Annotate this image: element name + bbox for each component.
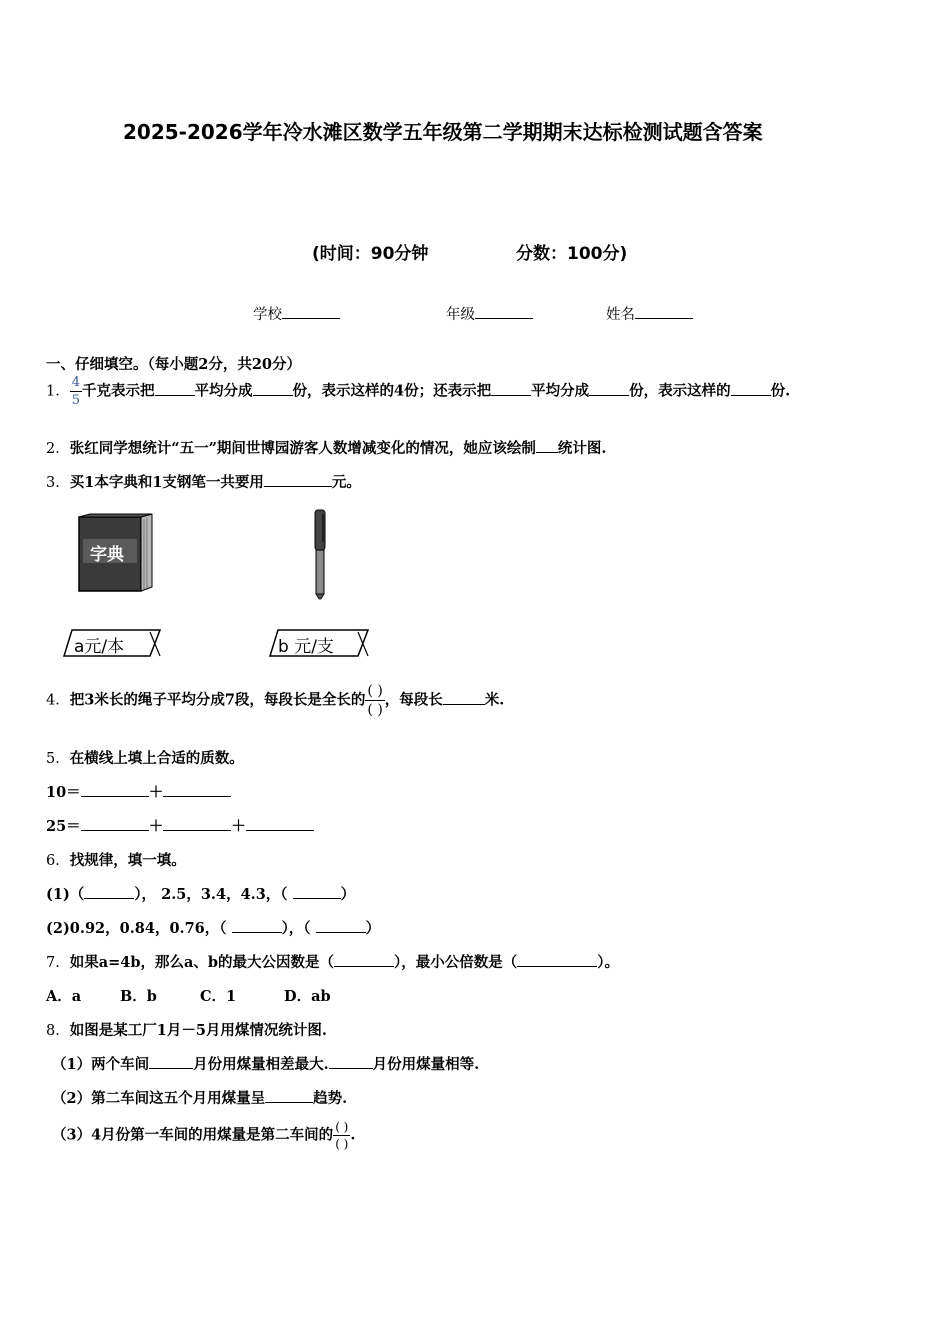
school-label: 学校 [253,307,282,323]
exam-score: 分数：100分) [516,244,628,264]
school-field[interactable] [253,303,340,324]
fraction-blank[interactable]: $\frac{( )}{( )}$ [367,683,383,718]
q5-line-2: 25＝ ＋ ＋ [46,815,314,836]
grade-field[interactable] [446,303,533,324]
name-field[interactable] [606,303,693,324]
q7-option-b[interactable]: B．b [120,988,157,1005]
q8-sub-2: （2）第二车间这五个月用煤量呈 趋势. [52,1090,348,1107]
fraction-blank[interactable]: $\frac{( )}{( )}$ [335,1120,349,1151]
q8-sub-3: （3）4月份第一车间的用煤量是第二车间的 $\frac{( )}{( )}$ . [52,1120,356,1151]
q7-option-d[interactable]: D．ab [284,988,331,1005]
pen-image [310,508,330,600]
exam-time: (时间：90分钟 [312,244,429,264]
page-title: 2025-2026学年冷水滩区数学五年级第二学期期末达标检测试题含答案 [123,120,763,144]
q8-sub-1: （1）两个车间 月份用煤量相差最大. 月份用煤量相等. [52,1056,480,1073]
section-heading: 一、仔细填空。（每小题2分，共20分） [46,356,302,373]
fraction: $\frac{4}{5}$ [71,375,81,408]
book-label: 字典 [90,545,124,565]
book-price: a元/本 [74,637,125,657]
dictionary-image [78,513,154,593]
q5-line-1: 10＝ ＋ [46,781,231,802]
question-3: 3．买1本字典和1支钢笔一共要用 元。 [46,474,361,491]
question-2: 2．张红同学想统计“五一”期间世博园游客人数增减变化的情况，她应该绘制 统计图. [46,440,607,457]
pen-price-tag [268,628,372,660]
question-7: 7．如果a=4b，那么a、b的最大公因数是（ ），最小公倍数是（ ）。 [46,954,620,971]
question-6: 6．找规律，填一填。 [46,852,186,869]
name-label: 姓名 [606,307,635,323]
pen-price: b 元/支 [278,637,334,657]
question-4: 4．把3米长的绳子平均分成7段，每段长是全长的 $\frac{( )}{( )}$ ，每段长 米. [46,683,505,718]
book-price-tag [62,628,162,660]
q7-option-a[interactable]: A．a [46,988,82,1005]
q7-option-c[interactable]: C．1 [200,988,237,1005]
question-8: 8．如图是某工厂1月－5月用煤情况统计图. [46,1022,327,1039]
question-5: 5．在横线上填上合适的质数。 [46,750,244,767]
q6-line-2: (2)0.92，0.84，0.76，（ ），（ ） [46,920,381,937]
q6-line-1: (1)（ ）， 2.5，3.4，4.3，（ ） [46,886,356,903]
question-1: 1． $\frac{4}{5}$ 千克表示把 平均分成 份，表示这样的4份；还表示把 平均分成 份，表示这样的 份. [46,375,791,408]
grade-label: 年级 [446,307,475,323]
